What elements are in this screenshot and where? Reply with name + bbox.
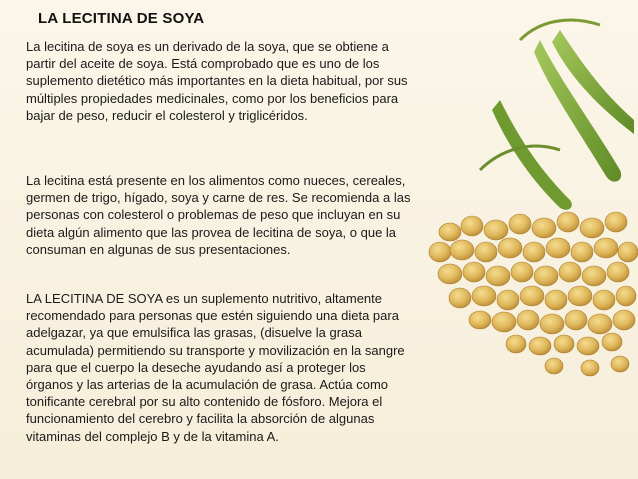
soybeans-image [420,0,638,479]
slide-title: LA LECITINA DE SOYA [38,10,205,27]
paragraph-definition: La lecitina de soya es un derivado de la soya, que se obtiene a partir del aceite de soya. Está comprobado que es uno de los suplemento dietético más importantes en la dieta habitual, por sus múltiples propiedades medicinales, como por los beneficios para bajar de peso, reducir el colesterol y triglicéridos. [26,39,408,123]
paragraph-food-sources: La lecitina está presente en los alimentos como nueces, cereales, germen de trigo, hígado, soya y carne de res. Se recomienda a las personas con colesterol o problemas de peso que incluyan en su dieta algún alimento que las provea de lecitina de soya, o que la consuman en algunas de sus presentaciones. [26,173,411,257]
paragraph-benefits: LA LECITINA DE SOYA es un suplemento nutritivo, altamente recomendado para personas que estén siguiendo una dieta para adelgazar, ya que emulsifica las grasas, (disuelve la grasa acumulada) permitiendo su transporte y movilización en la sangre para que el cuerpo la deseche ayudando así a proteger los órganos y las arterias de la acumulación de grasa. Actúa como tonificante cerebral por su alto contenido de fósforo. Mejora el funcionamiento del cerebro y facilita la absorción de algunas vitaminas del complejo B y de la vitamina A. [26,291,405,444]
soybean-pile [429,212,638,376]
soy-pods [480,20,634,210]
